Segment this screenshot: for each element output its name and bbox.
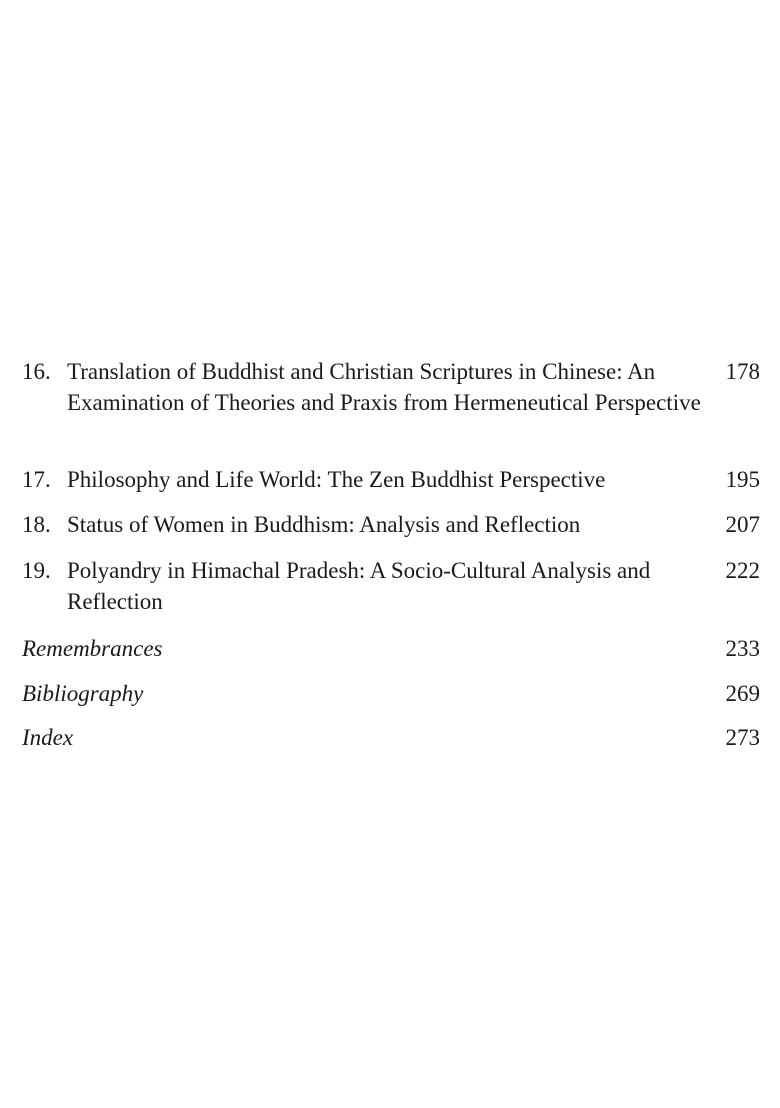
section-title: Bibliography [22,681,144,706]
page-number: 178 [725,359,760,384]
chapter-number: 18. [22,512,51,537]
section-title: Remembrances [22,636,163,661]
chapter-title: Polyandry in Himachal Pradesh: A Socio-Cultural Analysis and Reflection [67,558,651,614]
page-number: 269 [725,681,760,706]
section-title: Index [22,725,74,750]
chapter-number: 19. [22,558,51,583]
chapter-title: Philosophy and Life World: The Zen Buddhist Perspective [67,467,606,492]
chapter-title: Translation of Buddhist and Christian Scriptures in Chinese: An Examination of Theories and Praxis from Hermeneutical Perspective [67,359,701,415]
page-number: 195 [725,467,760,492]
chapter-number: 16. [22,359,51,384]
page-number: 233 [725,636,760,661]
toc-entry-16 [22,356,760,449]
chapter-number: 17. [22,467,51,492]
page-number: 273 [725,725,760,750]
page-number: 222 [725,558,760,583]
chapter-title: Status of Women in Buddhism: Analysis and Reflection [67,512,581,537]
page-number: 207 [725,512,760,537]
